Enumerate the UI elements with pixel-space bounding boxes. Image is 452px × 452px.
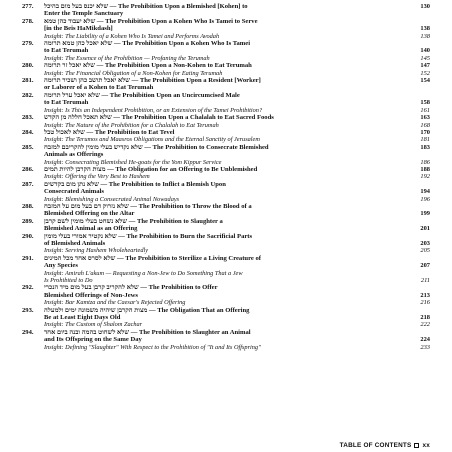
entry-title-line — [44, 233, 430, 240]
entry-body — [44, 129, 430, 144]
entry-title-line — [44, 225, 430, 232]
entry-body — [44, 181, 430, 203]
entry-title-line — [44, 10, 430, 17]
page-number: 152 — [420, 69, 430, 77]
entry-title-line — [44, 151, 430, 158]
entry-number: 280. — [22, 62, 34, 70]
insight-line — [44, 70, 430, 77]
insight-line — [44, 55, 430, 62]
line-text: Insight: Bar Kamtza and the Caesar's Rejected Offering — [44, 299, 186, 307]
line-text: Blemished Animal as an Offering — [44, 225, 138, 233]
toc-entry[interactable] — [22, 284, 430, 306]
line-text: Insight: Consecrating Blemished He-goats for the Yom Kippur Service — [44, 158, 222, 166]
insight-line — [44, 136, 430, 143]
line-text: Insight: Is This an Independent Prohibition, or an Extension of the Tamei Prohibition? — [44, 106, 263, 114]
toc-entry[interactable] — [22, 255, 430, 285]
toc-entry[interactable] — [22, 329, 430, 351]
entry-title-line — [44, 188, 430, 195]
line-text: מצות הקרבן להיות תמים — The Obligation for an Offering to Be Unblemished — [44, 165, 258, 173]
entry-title-line — [44, 62, 430, 69]
toc-entry[interactable] — [22, 129, 430, 144]
entry-title-line — [44, 144, 430, 151]
entry-title-line — [44, 99, 430, 106]
insight-line — [44, 299, 430, 306]
page-number: 138 — [420, 25, 430, 33]
line-text: שלא לסרס אחד מכל המינים — The Prohibition to Sterilize a Living Creature of — [44, 254, 261, 262]
entry-body — [44, 62, 430, 77]
entry-title-line — [44, 255, 430, 262]
toc-entry[interactable] — [22, 40, 430, 62]
entry-number: 283. — [22, 114, 34, 122]
line-text: שלא נזרוק דם בעל מום על המזבח — The Prohibition to Throw the Blood of a — [44, 202, 252, 210]
footer-page-number: xx — [422, 442, 430, 449]
entry-body — [44, 144, 430, 166]
toc-entry[interactable] — [22, 307, 430, 329]
line-text: שלא נקטיר אמורי בעלי מומין — The Prohibition to Burn the Sacrificial Parts — [44, 232, 253, 240]
page-number: 158 — [420, 99, 430, 107]
toc-entry[interactable] — [22, 181, 430, 203]
entry-number: 293. — [22, 306, 34, 314]
page-number: 170 — [420, 128, 430, 136]
entry-title-line — [44, 18, 430, 25]
line-text: Insight: The Nature of the Prohibition for a Chalalah to Eat Terumah — [44, 121, 219, 129]
entry-title-line — [44, 292, 430, 299]
entry-title-line — [44, 129, 430, 136]
entry-body — [44, 218, 430, 233]
page-number: 163 — [420, 114, 430, 122]
page-number: 147 — [420, 62, 430, 70]
line-text: Consecrated Animals — [44, 188, 104, 196]
line-text: Is Prohibited to Do — [44, 277, 93, 285]
entry-body — [44, 92, 430, 114]
footer-label: TABLE OF CONTENTS — [339, 442, 412, 449]
line-text: שלא להקריב קרבן בעל מום מיד הנכרי — The Prohibition to Offer — [44, 284, 218, 292]
entry-title-line — [44, 166, 430, 173]
page-number: 218 — [420, 314, 430, 322]
entry-body — [44, 166, 430, 181]
entry-body — [44, 307, 430, 329]
line-text: Insight: The Terumos and Maasros Obligations and the Eternal Sanctity of Jerusalem — [44, 136, 260, 144]
line-text: שלא נקדיש בעלי מומין להקריבם למזבח — The Prohibition to Consecrate Blemished — [44, 143, 269, 151]
line-text: and Its Offspring on the Same Day — [44, 336, 142, 344]
entry-title-line — [44, 84, 430, 91]
insight-line — [44, 277, 430, 284]
entry-number: 285. — [22, 143, 34, 151]
insight-line — [44, 159, 430, 166]
entry-title-line — [44, 329, 430, 336]
line-text: [in the Beis HaMikdash] — [44, 25, 113, 33]
line-text: מצות הקרבן שיהיה משמונה ימים ולמעלה — The Obligation That an Offering — [44, 306, 250, 314]
line-text: שלא תאכל חללה מן הקדש — The Prohibition Upon a Chalalah to Eat Sacred Foods — [44, 114, 274, 122]
entry-title-line — [44, 314, 430, 321]
toc-entry[interactable] — [22, 3, 430, 18]
insight-line — [44, 247, 430, 254]
toc-entry[interactable] — [22, 18, 430, 40]
line-text: Insight: The Financial Obligation of a Non-Kohen for Eating Terumah — [44, 69, 223, 77]
toc-entry[interactable] — [22, 218, 430, 233]
page-number: 233 — [420, 343, 430, 351]
insight-line — [44, 321, 430, 328]
toc-entry[interactable] — [22, 92, 430, 114]
line-text: שלא יכנס בעל מום בהיכל — The Prohibition Upon a Blemished [Kohen] to — [44, 3, 248, 10]
toc-entry[interactable] — [22, 62, 430, 77]
line-text: Insight: Offering the Very Best to Hashem — [44, 173, 150, 181]
insight-line — [44, 107, 430, 114]
page-number: 224 — [420, 336, 430, 344]
entry-number: 291. — [22, 254, 34, 262]
page-number: 161 — [420, 106, 430, 114]
entry-title-line — [44, 210, 430, 217]
page-number: 207 — [420, 262, 430, 270]
entry-number: 278. — [22, 17, 34, 25]
entry-body — [44, 3, 430, 18]
entry-number: 289. — [22, 217, 34, 225]
entry-title-line — [44, 25, 430, 32]
page-number: 181 — [420, 136, 430, 144]
entry-title-line — [44, 240, 430, 247]
entry-number: 282. — [22, 91, 34, 99]
page-number: 201 — [420, 225, 430, 233]
page-number: 138 — [420, 32, 430, 40]
page-number: 140 — [420, 47, 430, 55]
entry-title-line — [44, 284, 430, 291]
entry-title-line — [44, 114, 430, 121]
page-number: 145 — [420, 54, 430, 62]
entry-title-line — [44, 47, 430, 54]
entry-title-line — [44, 181, 430, 188]
entry-body — [44, 284, 430, 306]
page-number: 130 — [420, 3, 430, 10]
insight-line — [44, 122, 430, 129]
page-number: 203 — [420, 240, 430, 247]
line-text: Insight: Defining "Slaughter" With Respect to the Prohibition of "It and Its Offspring" — [44, 343, 261, 351]
page-number: 154 — [420, 77, 430, 85]
entry-title-line — [44, 77, 430, 84]
insight-line — [44, 173, 430, 180]
insight-line — [44, 196, 430, 203]
line-text: שלא לאכול טבל — The Prohibition to Eat Tevel — [44, 128, 175, 136]
line-text: שלא נשחט בעלי מומין לשם קרבן — The Prohibition to Slaughter a — [44, 217, 223, 225]
page-number: 211 — [420, 277, 430, 285]
line-text: to Eat Terumah — [44, 47, 89, 55]
insight-line — [44, 33, 430, 40]
entry-number: 277. — [22, 3, 34, 10]
page-number: 186 — [420, 158, 430, 166]
line-text: Insight: The Essence of the Prohibition — Profaning the Terumah — [44, 54, 210, 62]
entry-title-line — [44, 40, 430, 47]
line-text: Insight: The Liability of a Kohen Who Is Tamei and Performs Avodah — [44, 32, 220, 40]
page-number: 216 — [420, 299, 430, 307]
line-text: Any Species — [44, 262, 78, 270]
line-text: or Laborer of a Kohen to Eat Terumah — [44, 84, 154, 92]
entry-title-line — [44, 203, 430, 210]
insight-line — [44, 270, 430, 277]
entry-title-line — [44, 307, 430, 314]
line-text: to Eat Terumah — [44, 99, 89, 107]
entry-number: 292. — [22, 284, 34, 292]
line-text: Animals as Offerings — [44, 151, 104, 159]
line-text: of Blemished Animals — [44, 240, 106, 247]
toc-entry[interactable] — [22, 77, 430, 92]
line-text: Insight: Serving Hashem Wholeheartedly — [44, 247, 149, 255]
entry-number: 290. — [22, 232, 34, 240]
entry-body — [44, 233, 430, 255]
page-number: 222 — [420, 321, 430, 329]
entry-number: 288. — [22, 202, 34, 210]
line-text: שלא יאכל כהן טמא תרומה — The Prohibition Upon a Kohen Who Is Tamei — [44, 40, 251, 48]
line-text: Blemished Offerings of Non-Jews — [44, 291, 138, 299]
entry-title-line — [44, 262, 430, 269]
line-text: שלא יעבוד כהן טמא — The Prohibition Upon a Kohen Who Is Tamei to Serve — [44, 17, 258, 25]
line-text: שלא נתן מום בקדשים — The Prohibition to Inflict a Blemish Upon — [44, 180, 226, 188]
entry-title-line — [44, 3, 430, 10]
line-text: שלא יאכל תושב כהן ושכיר תרומה — The Prohibition Upon a Resident [Worker] — [44, 77, 261, 85]
page-number: 199 — [420, 210, 430, 218]
entry-body — [44, 77, 430, 92]
line-text: Blemished Offering on the Altar — [44, 210, 135, 218]
toc-entry[interactable] — [22, 144, 430, 166]
entry-body — [44, 18, 430, 40]
entry-number: 287. — [22, 180, 34, 188]
footer — [340, 442, 430, 449]
entry-title-line — [44, 218, 430, 225]
line-text: שלא יאכל ערל תרומה — The Prohibition Upon an Uncircumcised Male — [44, 91, 240, 99]
entry-body — [44, 114, 430, 129]
line-text: שלא יאכל זר תרומה — The Prohibition Upon a Non-Kohen to Eat Terumah — [44, 62, 252, 70]
line-text: שלא לשחוט בהמה ובנה ביום אחד — The Prohibition to Slaughter an Animal — [44, 328, 251, 336]
entry-body — [44, 329, 430, 351]
toc-entry[interactable] — [22, 203, 430, 218]
entry-number: 284. — [22, 128, 34, 136]
line-text: Insight: The Custom of Shalom Zachar — [44, 321, 143, 329]
line-text: Insight: Amirah L'akum — Requesting a Non-Jew to Do Something That a Jew — [44, 269, 243, 277]
toc-entry[interactable] — [22, 233, 430, 255]
entry-number: 294. — [22, 328, 34, 336]
page-number: 205 — [420, 247, 430, 255]
entry-title-line — [44, 92, 430, 99]
page-number: 168 — [420, 121, 430, 129]
page-number: 196 — [420, 195, 430, 203]
page-number: 183 — [420, 143, 430, 151]
page-number: 192 — [420, 173, 430, 181]
entry-number: 279. — [22, 40, 34, 48]
line-text: Be at Least Eight Days Old — [44, 314, 121, 322]
entry-number: 281. — [22, 77, 34, 85]
entry-title-line — [44, 336, 430, 343]
line-text: Enter the Temple Sanctuary — [44, 10, 124, 18]
entry-body — [44, 203, 430, 218]
page-number: 188 — [420, 165, 430, 173]
toc-entry[interactable] — [22, 114, 430, 129]
page-number: 213 — [420, 291, 430, 299]
insight-line — [44, 344, 430, 351]
entry-number: 286. — [22, 165, 34, 173]
square-icon — [414, 443, 419, 448]
entry-body — [44, 255, 430, 285]
toc-entry[interactable] — [22, 166, 430, 181]
entry-body — [44, 40, 430, 62]
line-text: Insight: Blemishing a Consecrated Animal Nowadays — [44, 195, 180, 203]
page-number: 194 — [420, 188, 430, 196]
